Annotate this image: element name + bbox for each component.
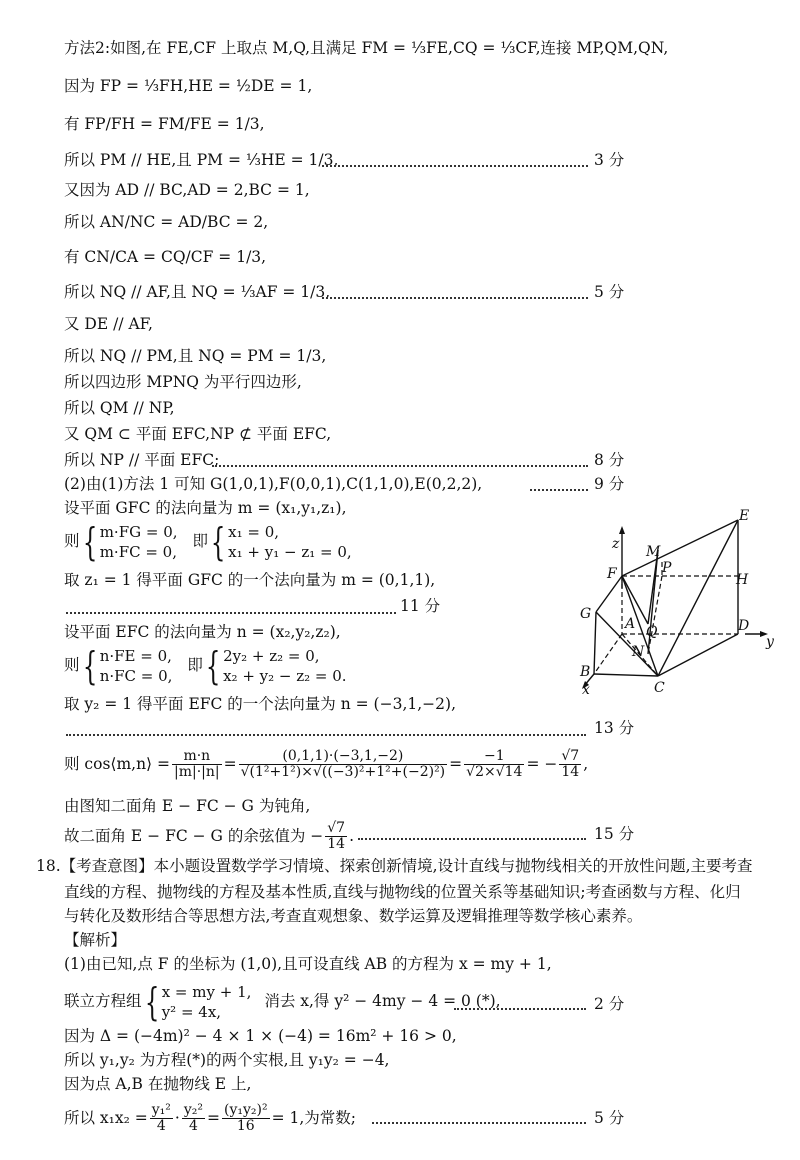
line-obtuse: 由图知二面角 E − FC − G 为钝角, [64,797,311,815]
system-m: 则{ m·FG = 0, m·FC = 0, 即{ x₁ = 0, x₁ + y₁ − z₁ = 0, [64,520,352,564]
geometry-figure [570,508,780,698]
line-ratio-fm-fe: 有 FP/FH = FM/FE = 1/3, [64,115,265,133]
fraction: $\frac{√7}{14}$ [327,819,346,852]
score-leader [322,297,588,299]
score-leader [454,1008,586,1010]
label-p: P [662,560,672,576]
fraction: $\frac{\text{(y₁y₂)²}}{16}$ [223,1101,268,1134]
fraction: $\frac{(0,1,1)\cdot(-3,1,-2)}{\text{√(1²+1²)×√((−3)²+1²+(−2)²)}}$ [240,747,446,780]
q18-intro-2: 直线的方程、抛物线的方程及基本性质,直线与抛物线的位置关系等基础知识;考查函数与方程、化归 [64,883,741,901]
line-nq-eq-pm: 所以 NQ // PM,且 NQ = PM = 1/3, [64,347,327,365]
line-n-vector: 取 y₂ = 1 得平面 EFC 的一个法向量为 n = (−3,1,−2), [64,695,456,713]
fraction: $\frac{m\cdot n}{|m|\cdot|n|}$ [174,747,220,780]
line-cn-ca: 有 CN/CA = CQ/CF = 1/3, [64,248,267,266]
label-x: x [582,682,590,698]
label-m: M [646,544,661,560]
label-b: B [580,664,591,680]
label-a: A [625,616,636,632]
label-z: z [612,536,620,552]
q18-roots: 所以 y₁,y₂ 为方程(*)的两个实根,且 y₁y₂ = −4, [64,1051,390,1069]
score-leader [212,465,588,467]
q18-step1: (1)由已知,点 F 的坐标为 (1,0),且可设直线 AB 的方程为 x = my + 1, [64,955,552,973]
label-c: C [654,680,665,696]
edge-ec [658,520,738,676]
line-m-vector: 取 z₁ = 1 得平面 GFC 的一个法向量为 m = (0,1,1), [64,571,436,589]
line-normal-n: 设平面 EFC 的法向量为 n = (x₂,y₂,z₂), [64,623,341,641]
q18-points-on-parabola: 因为点 A,B 在抛物线 E 上, [64,1075,252,1093]
q18-intro-3: 与转化及数形结合等思想方法,考查直观想象、数学运算及逻辑推理等数学核心素养。 [64,907,643,925]
score-leader [66,734,586,736]
label-h: H [736,572,749,588]
score-9: 9 分 [594,475,625,493]
line-np-parallel-plane: 所以 NP // 平面 EFC; [64,451,220,469]
fraction: $\frac{\text{y₁²}}{4}$ [151,1101,171,1134]
line-de-parallel-af: 又 DE // AF, [64,315,153,333]
q18-analysis-heading: 【解析】 [64,931,127,949]
score-3: 3 分 [594,151,625,169]
line-fp-fh: 因为 FP = ⅓FH,HE = ½DE = 1, [64,77,313,95]
label-y: y [766,634,774,650]
line-ad-parallel-bc: 又因为 AD // BC,AD = 2,BC = 1, [64,181,310,199]
edge-gb [594,612,596,674]
line-subset-plane: 又 QM ⊂ 平面 EFC,NP ⊄ 平面 EFC, [64,425,332,443]
score-8: 8 分 [594,451,625,469]
line-normal-m: 设平面 GFC 的法向量为 m = (x₁,y₁,z₁), [64,499,347,517]
score-13: 13 分 [594,719,635,737]
line-cosine: 则 cos⟨m,n⟩ = $\frac{m\cdot n}{|m|\cdot|n|}$ = $\frac{(0,1,1)\cdot(-3,1,-2)}{\text{√(1²+1²)×√((−3)²+1²+(−2)²)}}$ = $\frac{-1}{√2\times√14}$ = − $\frac{√7}{14}$ , [64,747,589,780]
label-g: G [580,606,592,622]
q18-system: 联立方程组{ x = my + 1, y² = 4x, 消去 x,得 y² − 4my − 4 = 0 (*), [64,980,501,1024]
line-method2-intro: 方法2:如图,在 FE,CF 上取点 M,Q,且满足 FM = ⅓FE,CQ = ⅓CF,连接 MP,QM,QN, [64,39,669,57]
score-11: 11 分 [400,597,441,615]
score-5: 5 分 [594,1109,625,1127]
label-e: E [739,508,750,524]
label-d: D [738,618,750,634]
line-nq-parallel-af: 所以 NQ // AF,且 NQ = ⅓AF = 1/3, [64,283,331,301]
score-2: 2 分 [594,995,625,1013]
label-n: N [632,644,645,660]
score-15: 15 分 [594,825,635,843]
line-part2-coords: (2)由(1)方法 1 可知 G(1,0,1),F(0,0,1),C(1,1,0),E(0,2,2), [64,475,483,493]
score-leader [322,165,588,167]
score-leader [66,612,396,614]
line-answer: 故二面角 E − FC − G 的余弦值为 − $\frac{√7}{14}$ . [64,819,355,852]
line-qm-parallel-np: 所以 QM // NP, [64,399,175,417]
line-an-nc: 所以 AN/NC = AD/BC = 2, [64,213,269,231]
score-leader [530,489,588,491]
fraction: $\frac{-1}{√2\times√14}$ [466,747,523,780]
q18-intro: 18.【考查意图】本小题设置数学学习情境、探索创新情境,设计直线与抛物线相关的开放性问题,主要考查 [36,857,753,875]
edge-fe [622,520,738,576]
line-parallelogram: 所以四边形 MPNQ 为平行四边形, [64,373,302,391]
q18-product: 所以 x₁x₂ = $\frac{\text{y₁²}}{4}$ · $\frac{\text{y₂²}}{4}$ = $\frac{\text{(y₁y₂)²}}{16}$ = 1,为常数; [64,1101,357,1134]
fraction: $\frac{√7}{14}$ [561,747,580,780]
score-leader [372,1122,586,1124]
fraction: $\frac{\text{y₂²}}{4}$ [183,1101,203,1134]
system-n: 则{ n·FE = 0, n·FC = 0, 即{ 2y₂ + z₂ = 0, x₂ + y₂ − z₂ = 0. [64,644,347,688]
label-f: F [607,566,617,582]
edge-ab [594,634,622,674]
score-leader [358,838,586,840]
score-5: 5 分 [594,283,625,301]
z-axis-arrow [619,526,625,534]
q18-discriminant: 因为 Δ = (−4m)² − 4 × 1 × (−4) = 16m² + 16 > 0, [64,1027,457,1045]
edge-cd [658,634,738,676]
line-pm-parallel-he: 所以 PM // HE,且 PM = ⅓HE = 1/3, [64,151,339,169]
label-q: Q [646,624,658,640]
edge-bc [594,674,658,676]
